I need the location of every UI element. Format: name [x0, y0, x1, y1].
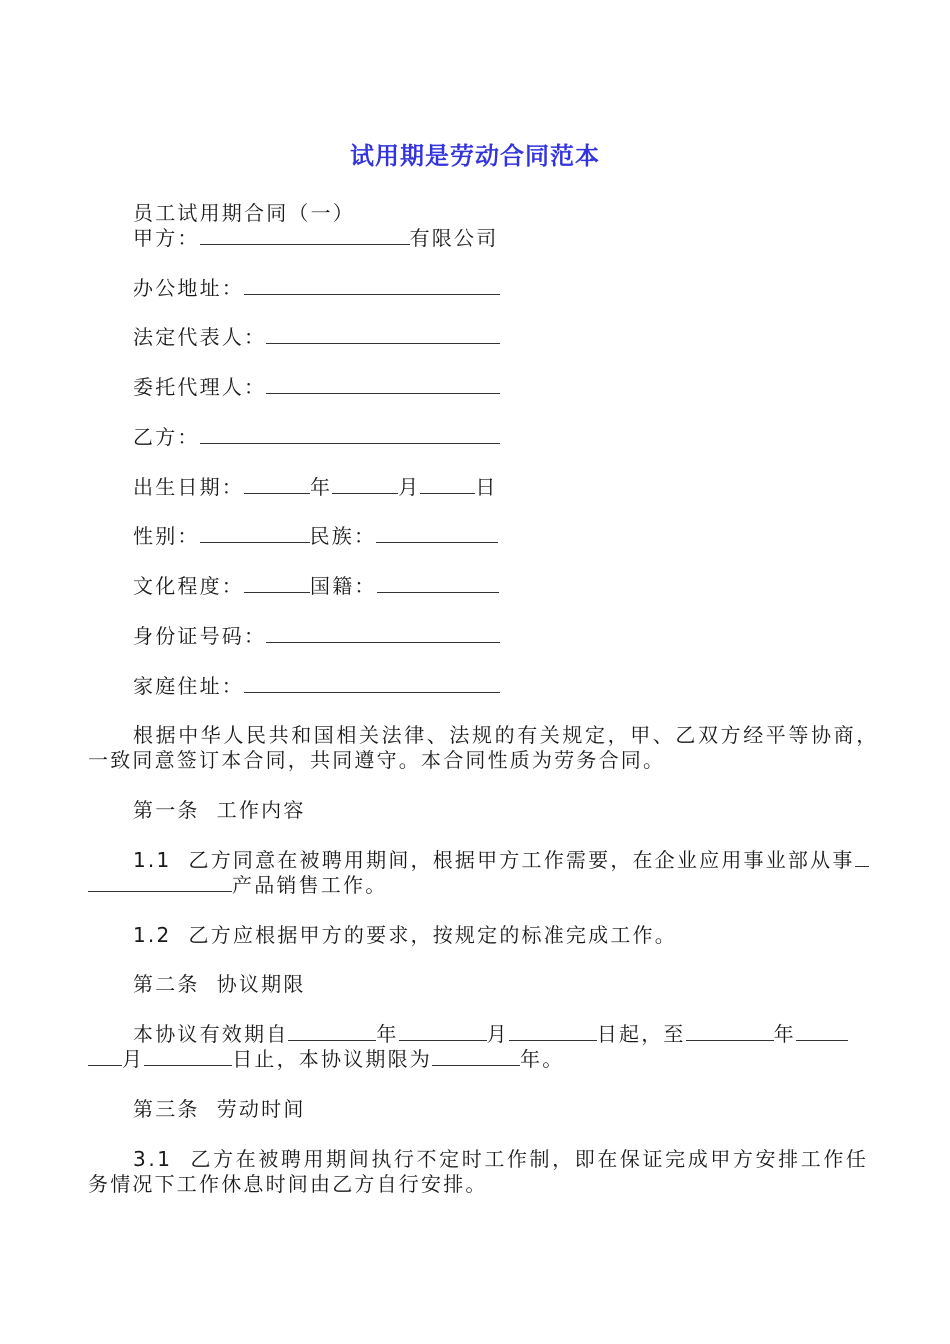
- term-to-month-label: 月: [122, 1047, 145, 1071]
- birth-date-label: 出生日期：: [133, 475, 244, 499]
- contract-subtitle: 员工试用期合同（一）: [133, 201, 355, 225]
- term-to-month-blank[interactable]: [88, 1045, 122, 1066]
- ethnicity-blank[interactable]: [376, 522, 498, 543]
- party-a-line: [133, 224, 498, 252]
- term-to-year-blank[interactable]: [686, 1020, 774, 1041]
- ethnicity-label: 民族：: [309, 524, 377, 548]
- term-from-day-blank[interactable]: [509, 1020, 597, 1041]
- term-from-suffix: 日起，至: [596, 1022, 686, 1046]
- office-address-blank[interactable]: [244, 274, 500, 295]
- nationality-blank[interactable]: [377, 572, 499, 593]
- article-2-heading: 第二条 协议期限: [133, 972, 306, 996]
- birth-month-blank[interactable]: [332, 473, 398, 494]
- intro-paragraph-line-1: 根据中华人民共和国相关法律、法规的有关规定，甲、乙双方经平等协商，: [133, 723, 879, 747]
- document-title: 试用期是劳动合同范本: [350, 142, 600, 170]
- gender-ethnicity-line: [133, 522, 498, 550]
- clause-1-2: 1.2 乙方应根据甲方的要求，按规定的标准完成工作。: [133, 923, 677, 947]
- clause-1-1-text: 1.1 乙方同意在被聘用期间，根据甲方工作需要，在企业应用事业部从事: [133, 848, 855, 872]
- legal-rep-line: [133, 323, 500, 351]
- term-to-suffix: 日止，本协议期限为: [232, 1047, 433, 1071]
- term-length-blank[interactable]: [432, 1045, 520, 1066]
- education-label: 文化程度：: [133, 574, 244, 598]
- party-b-line: [133, 423, 500, 451]
- agent-label: 委托代理人：: [133, 375, 267, 399]
- term-end: 年。: [520, 1047, 565, 1071]
- agent-line: [133, 373, 500, 401]
- birth-year-blank[interactable]: [244, 473, 310, 494]
- id-number-label: 身份证号码：: [133, 624, 267, 648]
- education-blank[interactable]: [244, 572, 310, 593]
- term-prefix: 本协议有效期自: [133, 1022, 289, 1046]
- term-to-month-blank-start[interactable]: [796, 1020, 848, 1041]
- legal-rep-label: 法定代表人：: [133, 325, 267, 349]
- id-number-blank[interactable]: [266, 622, 500, 643]
- term-to-year-label: 年: [773, 1022, 796, 1046]
- term-from-month-label: 月: [486, 1022, 509, 1046]
- home-address-label: 家庭住址：: [133, 674, 244, 698]
- education-nationality-line: [133, 572, 499, 600]
- birth-date-line: [133, 473, 498, 501]
- clause-1-1-blank-start[interactable]: [855, 846, 869, 867]
- clause-1-1-line-2: [88, 871, 387, 899]
- term-line-2: [88, 1045, 564, 1073]
- clause-1-1-line-1: [133, 846, 869, 874]
- clause-1-1-suffix: 产品销售工作。: [232, 873, 388, 897]
- year-label: 年: [310, 475, 333, 499]
- term-from-year-blank[interactable]: [288, 1020, 376, 1041]
- home-address-line: [133, 672, 500, 700]
- agent-blank[interactable]: [266, 373, 500, 394]
- term-to-day-blank[interactable]: [144, 1045, 232, 1066]
- term-from-year-label: 年: [376, 1022, 399, 1046]
- legal-rep-blank[interactable]: [266, 323, 500, 344]
- article-1-heading: 第一条 工作内容: [133, 798, 306, 822]
- article-3-heading: 第三条 劳动时间: [133, 1097, 306, 1121]
- term-from-month-blank[interactable]: [399, 1020, 487, 1041]
- party-a-blank[interactable]: [200, 224, 410, 245]
- intro-paragraph-line-2: 一致同意签订本合同，共同遵守。本合同性质为劳务合同。: [88, 748, 666, 772]
- party-b-blank[interactable]: [200, 423, 500, 444]
- office-address-label: 办公地址：: [133, 276, 244, 300]
- office-address-line: [133, 274, 500, 302]
- home-address-blank[interactable]: [244, 672, 500, 693]
- clause-3-1-line-2: 务情况下工作休息时间由乙方自行安排。: [88, 1172, 488, 1196]
- day-label: 日: [475, 475, 498, 499]
- party-a-suffix: 有限公司: [409, 226, 499, 250]
- clause-3-1-line-1: 3.1 乙方在被聘用期间执行不定时工作制，即在保证完成甲方安排工作任: [133, 1147, 869, 1171]
- id-number-line: [133, 622, 500, 650]
- clause-1-1-blank[interactable]: [88, 871, 232, 892]
- party-a-label: 甲方：: [133, 226, 200, 250]
- term-line-1: [133, 1020, 848, 1048]
- nationality-label: 国籍：: [310, 574, 377, 598]
- birth-day-blank[interactable]: [420, 473, 475, 494]
- gender-blank[interactable]: [200, 522, 310, 543]
- month-label: 月: [398, 475, 421, 499]
- party-b-label: 乙方：: [133, 425, 200, 449]
- gender-label: 性别：: [133, 524, 200, 548]
